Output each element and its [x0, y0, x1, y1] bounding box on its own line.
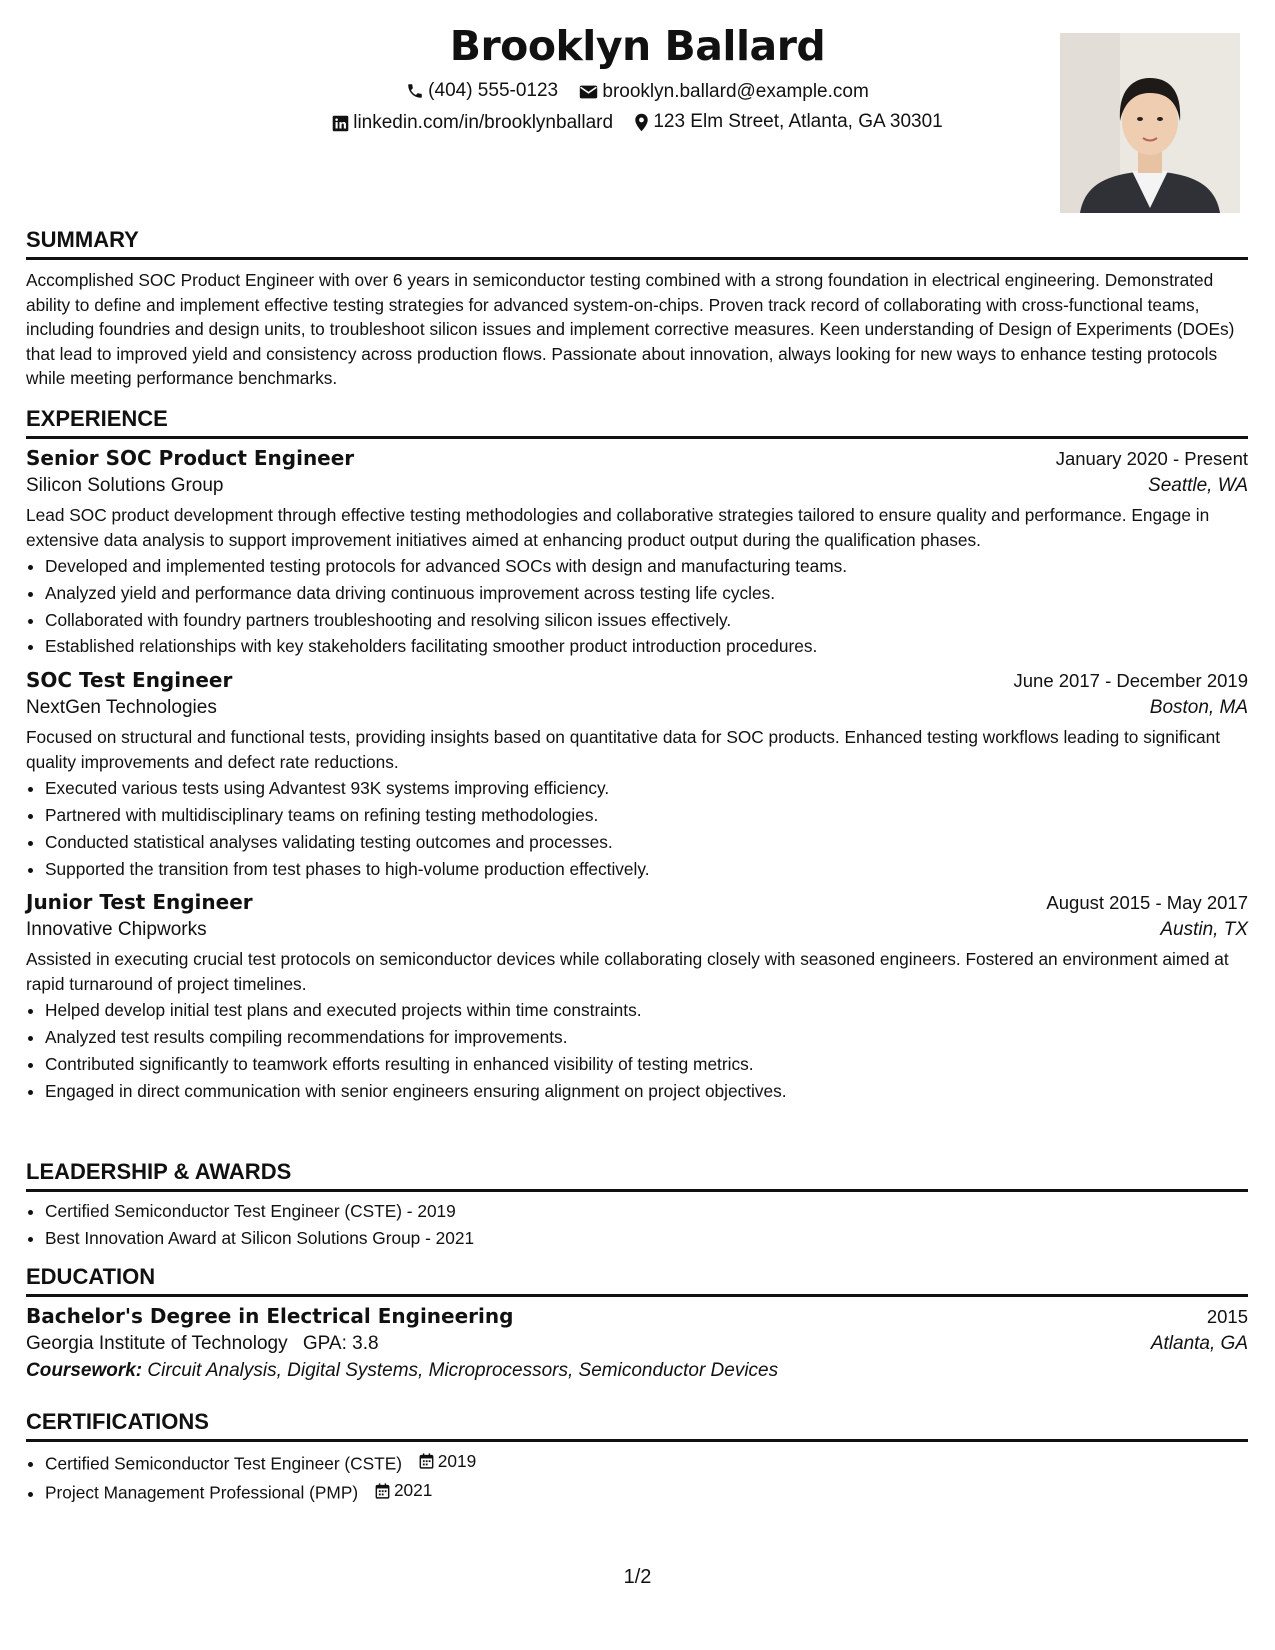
school-name: Georgia Institute of Technology: [26, 1333, 288, 1354]
job-company: NextGen Technologies: [26, 697, 217, 719]
job-title: Senior SOC Product Engineer: [26, 446, 355, 470]
resume-header: [0, 0, 1275, 230]
experience-section: [26, 404, 1248, 1105]
job-company: Silicon Solutions Group: [26, 475, 224, 496]
certifications-section: [26, 1407, 1248, 1506]
job-bullet-list: [26, 553, 1248, 660]
phone-text: (404) 555-0123: [428, 80, 559, 101]
job-location: Boston, MA: [1149, 697, 1248, 719]
job-company-row: [26, 697, 1248, 719]
job-description: Assisted in executing crucial test protocols on semiconductor devices while collaborating closely with seasoned engineers. Fostered an environment aimed at rapid turnaround of project timelines.: [26, 949, 1229, 994]
job-dates: August 2015 - May 2017: [1046, 892, 1248, 914]
graduation-year: 2015: [1206, 1306, 1248, 1327]
map-pin-icon: [634, 113, 649, 132]
coursework-label: Coursework:: [26, 1360, 143, 1381]
phone-contact: [406, 80, 558, 102]
job-bullet: • Developed and implemented testing protocols for advanced SOCs with design and manufacturing teams.: [45, 553, 1248, 580]
certification-date: [375, 1477, 432, 1504]
job-entry: [26, 668, 1248, 882]
job-entry: [26, 446, 1248, 660]
summary-heading: SUMMARY: [26, 225, 1248, 260]
job-title: Junior Test Engineer: [26, 890, 253, 915]
job-description: Lead SOC product development through effective testing methodologies and collaborative strategies tailored to ensure quality and performance. Engage in extensive data analysis to support improvement initiatives aimed at enhancing product output during the qualification phases.: [26, 505, 1210, 550]
linkedin-icon: [332, 115, 349, 132]
job-header-row: [26, 668, 1248, 692]
school-info: [26, 1333, 379, 1355]
calendar-icon: [419, 1453, 434, 1469]
job-location: Seattle, WA: [1148, 475, 1248, 496]
job-bullet: • Collaborated with foundry partners troubleshooting and resolving silicon issues effectively.: [45, 607, 1248, 634]
job-dates: June 2017 - December 2019: [1013, 670, 1248, 692]
address-contact: [634, 111, 942, 133]
job-bullet: • Executed various tests using Advantest 93K systems improving efficiency.: [45, 775, 1248, 802]
certification-item: [45, 1477, 1248, 1506]
awards-list: [26, 1198, 1248, 1252]
certification-year: 2021: [393, 1480, 433, 1501]
candidate-name: Brooklyn Ballard: [449, 22, 826, 70]
certification-item: [45, 1448, 1248, 1477]
email-text[interactable]: brooklyn.ballard@example.com: [602, 81, 869, 102]
job-description: Focused on structural and functional tests, providing insights based on quantitative data for SOC products. Enhanced testing workflows leading to significant quality improvements and defect rate reductions.: [26, 727, 1221, 772]
award-item: • Best Innovation Award at Silicon Solutions Group - 2021: [45, 1225, 1248, 1252]
job-bullet: • Helped develop initial test plans and executed projects within time constraints.: [45, 997, 1248, 1024]
job-bullet: • Partnered with multidisciplinary teams on refining testing methodologies.: [45, 802, 1248, 829]
certification-name: Project Management Professional (PMP): [45, 1482, 359, 1503]
coursework-text: Circuit Analysis, Digital Systems, Microprocessors, Semiconductor Devices: [147, 1360, 779, 1381]
certification-year: 2019: [437, 1451, 477, 1471]
degree-row: [26, 1304, 1248, 1328]
certification-date: [419, 1448, 476, 1475]
coursework-line: [26, 1360, 1248, 1382]
leadership-heading: LEADERSHIP & AWARDS: [26, 1157, 1248, 1192]
email-contact[interactable]: [579, 81, 868, 103]
school-row: [26, 1333, 1248, 1355]
envelope-icon: [579, 84, 598, 100]
certifications-heading: CERTIFICATIONS: [26, 1407, 1248, 1442]
summary-text: Accomplished SOC Product Engineer with over 6 years in semiconductor testing combined with a strong foundation in electrical engineering. Demonstrated ability to define and implement effective testing strategies for advanced system-on-chips. Proven track record of collaborating with cross-functional teams, including foundries and design units, to troubleshoot silicon issues and implement corrective measures. Keen understanding of Design of Experiments (DOEs) that lead to improved yield and consistency across production flows. Passionate about innovation, always looking for new ways to enhance testing protocols while meeting performance benchmarks.: [26, 270, 1235, 388]
education-section: [26, 1262, 1248, 1382]
job-company-row: [26, 475, 1248, 497]
degree-title: Bachelor's Degree in Electrical Engineering: [26, 1304, 514, 1328]
job-bullet: • Conducted statistical analyses validating testing outcomes and processes.: [45, 829, 1248, 856]
job-header-row: [26, 446, 1248, 470]
job-bullet: • Analyzed test results compiling recommendations for improvements.: [45, 1024, 1248, 1051]
job-company: Innovative Chipworks: [26, 919, 207, 941]
job-bullet: • Engaged in direct communication with senior engineers ensuring alignment on project objectives.: [45, 1078, 1248, 1105]
job-bullet: • Contributed significantly to teamwork efforts resulting in enhanced visibility of testing metrics.: [45, 1051, 1248, 1078]
job-location: Austin, TX: [1160, 919, 1248, 941]
certifications-list: [26, 1448, 1248, 1506]
page-number: 1/2: [623, 1566, 652, 1588]
award-item: • Certified Semiconductor Test Engineer (CSTE) - 2019: [45, 1198, 1248, 1225]
job-entry: [26, 890, 1248, 1104]
address-text: 123 Elm Street, Atlanta, GA 30301: [653, 111, 943, 132]
linkedin-contact[interactable]: [332, 112, 613, 134]
profile-photo: [1060, 33, 1240, 213]
leadership-section: [26, 1157, 1248, 1252]
job-bullet-list: [26, 775, 1248, 882]
summary-section: [26, 225, 1248, 391]
job-bullet: • Analyzed yield and performance data driving continuous improvement across testing life cycles.: [45, 580, 1248, 607]
school-location: Atlanta, GA: [1150, 1333, 1248, 1354]
job-bullet-list: [26, 997, 1248, 1104]
job-dates: January 2020 - Present: [1055, 448, 1248, 469]
job-bullet: • Established relationships with key stakeholders facilitating smoother product introduction procedures.: [45, 633, 1248, 660]
phone-icon: [406, 82, 424, 100]
linkedin-text[interactable]: linkedin.com/in/brooklynballard: [353, 112, 614, 133]
job-header-row: [26, 890, 1248, 914]
calendar-icon: [375, 1483, 390, 1499]
job-company-row: [26, 919, 1248, 941]
gpa: GPA: 3.8: [302, 1333, 379, 1354]
education-heading: EDUCATION: [26, 1262, 1248, 1297]
job-bullet: • Supported the transition from test phases to high-volume production effectively.: [45, 856, 1248, 883]
certification-name: Certified Semiconductor Test Engineer (CSTE): [45, 1453, 402, 1474]
experience-heading: EXPERIENCE: [26, 404, 1248, 439]
job-title: SOC Test Engineer: [26, 668, 233, 693]
